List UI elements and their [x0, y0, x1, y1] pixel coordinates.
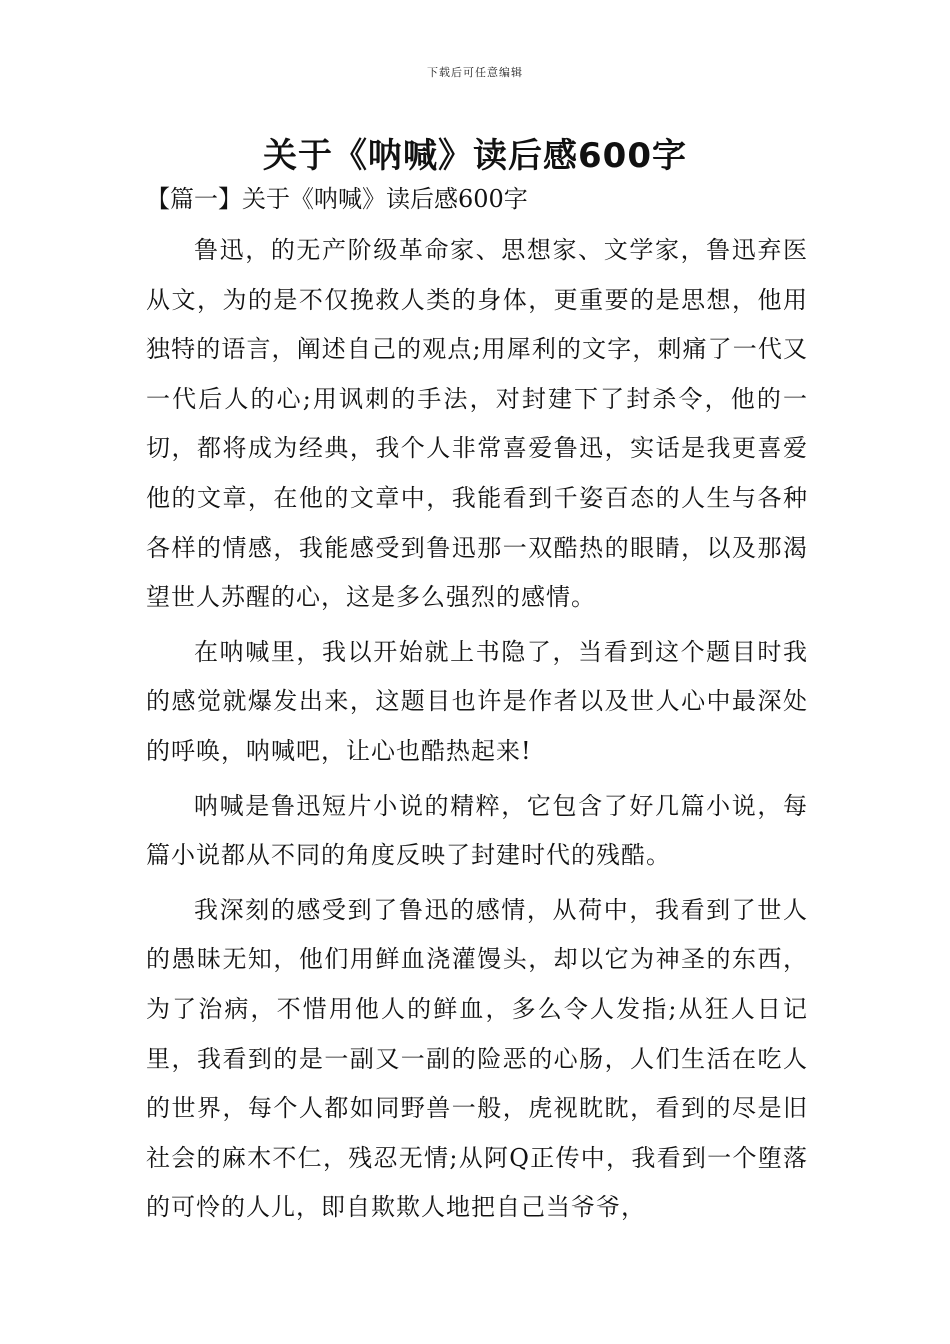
paragraph: 鲁迅，的无产阶级革命家、思想家、文学家，鲁迅弃医从文，为的是不仅挽救人类的身体，更重要的是思想，他用独特的语言，阐述自己的观点;用犀利的文字，刺痛了一代又一代后人的心;用讽刺的手法，对封建下了封杀令，他的一切，都将成为经典，我个人非常喜爱鲁迅，实话是我更喜爱他的文章，在他的文章中，我能看到千姿百态的人生与各种各样的情感，我能感受到鲁迅那一双酷热的眼睛，以及那渴望世人苏醒的心，这是多么强烈的感情。 [146, 236, 808, 612]
paragraph: 我深刻的感受到了鲁迅的感情，从荷中，我看到了世人的愚昧无知，他们用鲜血浇灌馒头，却以它为神圣的东西，为了治病，不惜用他人的鲜血，多么令人发指;从狂人日记里，我看到的是一副又一副的险恶的心肠，人们生活在吃人的世界，每个人都如同野兽一般，虎视眈眈，看到的尽是旧社会的麻木不仁，残忍无情;从阿Q正传中，我看到一个堕落的可怜的人儿，即自欺欺人地把自己当爷爷， [146, 895, 808, 1222]
body-text [146, 226, 808, 1238]
section-heading: 【篇一】关于《呐喊》读后感600字 [146, 185, 528, 213]
header-note: 下载后可任意编辑 [427, 66, 523, 79]
document-title: 关于《呐喊》读后感600字 [263, 136, 687, 176]
paragraph: 在呐喊里，我以开始就上书隐了，当看到这个题目时我的感觉就爆发出来，这题目也许是作者以及世人心中最深处的呼唤，呐喊吧，让心也酷热起来! [146, 637, 808, 765]
paragraph: 呐喊是鲁迅短片小说的精粹，它包含了好几篇小说，每篇小说都从不同的角度反映了封建时代的残酷。 [146, 791, 808, 870]
